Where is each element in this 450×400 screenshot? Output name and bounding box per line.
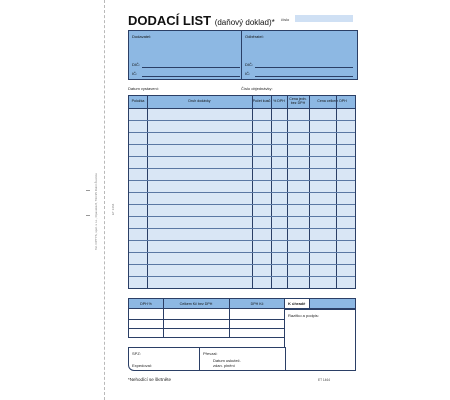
table-row-divider: [129, 240, 355, 241]
table-row-divider: [129, 216, 355, 217]
side-printer-info: Tel. OPTYS, spol. s r.o., Opavská 8, 793 95 Dolní Životice: [94, 173, 98, 250]
table-row-divider: [129, 144, 355, 145]
dispatch-box[interactable]: [128, 347, 286, 371]
spz-label: SPZ:: [132, 351, 141, 356]
vat-row-divider: [129, 319, 285, 320]
perforation-line: [104, 0, 105, 400]
footnote: *Nehodící se škrtněte: [128, 377, 172, 382]
table-row-divider: [129, 132, 355, 133]
table-row-divider: [129, 120, 355, 121]
table-row-divider: [129, 168, 355, 169]
customer-dic-label: DIČ:: [245, 62, 253, 67]
customer-box[interactable]: [241, 30, 358, 80]
received-note-2: zdan. plnění: [213, 363, 235, 368]
punch-mark: [86, 215, 90, 216]
stamp-label: Razítko a podpis:: [288, 313, 319, 318]
customer-ic-label: IČ:: [245, 71, 251, 76]
punch-mark: [86, 190, 90, 191]
vat-col-amount: DPH Kč: [250, 301, 264, 306]
table-row-divider: [129, 264, 355, 265]
vat-column-divider: [229, 299, 230, 337]
table-row-divider: [129, 192, 355, 193]
title-main: DODACÍ LIST: [128, 13, 212, 28]
col-header-vat-rate: % DPH: [273, 99, 285, 104]
customer-label: Odběratel:: [245, 34, 264, 39]
total-due-label: K úhradě: [288, 301, 306, 306]
supplier-dic-label: DIČ:: [132, 62, 140, 67]
issued-by-label: Expedoval:: [132, 363, 152, 368]
vat-col-base: Celkem Kč bez DPH: [179, 301, 213, 306]
col-header-unit-price: Cena jedn. bez DPH: [289, 97, 307, 105]
form-code: ET 1464: [318, 378, 330, 382]
table-row-divider: [129, 276, 355, 277]
table-row-divider: [129, 204, 355, 205]
vat-column-divider: [163, 299, 164, 337]
side-form-code: ET 1464: [111, 203, 115, 215]
number-field[interactable]: [295, 15, 353, 22]
total-due-box[interactable]: [284, 298, 356, 309]
col-header-description: Druh dodávky: [188, 99, 211, 104]
vat-col-rate: DPH %: [140, 301, 152, 306]
col-header-quantity: Počet kusů: [252, 99, 271, 104]
items-table[interactable]: [128, 95, 356, 289]
received-by-label: Převzal:: [203, 351, 218, 356]
col-header-total-price: Cena celkem DPH: [317, 99, 347, 104]
dispatch-divider: [199, 348, 200, 370]
supplier-ic-line: [142, 76, 240, 77]
issue-date-label: Datum vystavení:: [128, 86, 159, 91]
table-row-divider: [129, 156, 355, 157]
table-row-divider: [129, 180, 355, 181]
supplier-dic-line: [142, 67, 240, 68]
col-header-item: Položka: [131, 99, 145, 104]
document-title: [128, 13, 275, 28]
table-row-divider: [129, 252, 355, 253]
customer-dic-line: [255, 67, 353, 68]
supplier-ic-label: IČ:: [132, 71, 138, 76]
total-due-field[interactable]: [309, 299, 355, 308]
received-note-1: Datum uskuteč.: [213, 358, 241, 363]
supplier-box[interactable]: [128, 30, 245, 80]
title-subtitle: (daňový doklad)*: [214, 18, 275, 27]
vat-summary-table[interactable]: [128, 298, 286, 338]
stamp-signature-box[interactable]: [284, 309, 356, 371]
supplier-label: Dodavatel:: [132, 34, 152, 39]
table-row-divider: [129, 228, 355, 229]
vat-row-divider: [129, 328, 285, 329]
number-label: číslo: [281, 17, 290, 22]
customer-ic-line: [255, 76, 353, 77]
order-number-label: Číslo objednávky:: [241, 86, 273, 91]
